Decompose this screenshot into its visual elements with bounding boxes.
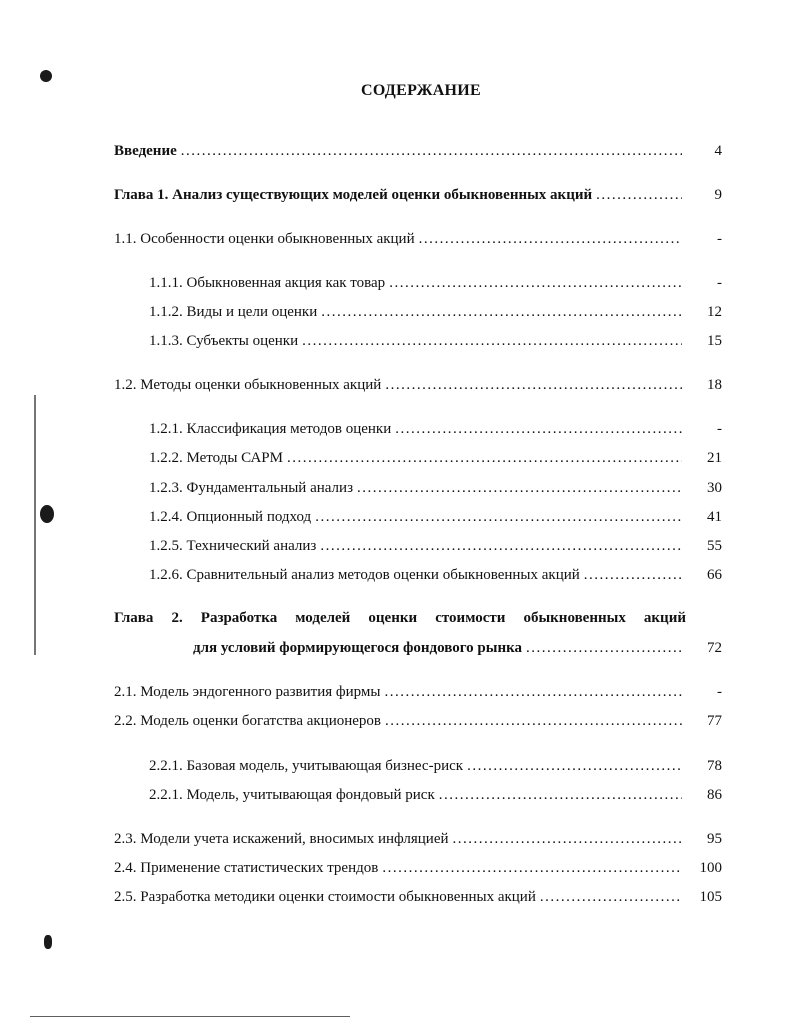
toc-leader-dots: [419, 231, 682, 248]
toc-leader-dots: [321, 304, 682, 321]
toc-entry[interactable]: [149, 333, 722, 355]
toc-entry[interactable]: [114, 713, 722, 735]
toc-page-number: 55: [707, 538, 722, 554]
toc-entry-title: 1.2. Методы оценки обыкновенных акций: [114, 377, 382, 393]
toc-entry-title: 2.5. Разработка методики оценки стоимости обыкновенных акций: [114, 889, 536, 905]
toc-page-number: -: [717, 275, 722, 291]
toc-entry[interactable]: [149, 567, 722, 589]
toc-entry-title: 2.2.1. Базовая модель, учитывающая бизнес-риск: [149, 758, 464, 774]
toc-entry[interactable]: [149, 304, 722, 326]
scan-artifact-edge-mark: [44, 935, 52, 949]
toc-entry-title: Глава 1. Анализ существующих моделей оценки обыкновенных акций: [114, 187, 593, 203]
toc-page-number: 86: [707, 787, 722, 803]
toc-leader-dots: [315, 509, 682, 526]
toc-page-number: 41: [707, 509, 722, 525]
toc-page-number: 18: [707, 377, 722, 393]
toc-entry-title: 1.2.2. Методы САРМ: [149, 450, 283, 466]
toc-page-number: 77: [707, 713, 722, 729]
toc-page-number: 9: [714, 187, 722, 203]
toc-entry[interactable]: [149, 509, 722, 531]
toc-leader-dots: [181, 143, 682, 160]
toc-entry[interactable]: [114, 889, 722, 911]
toc-entry-title: 2.2.1. Модель, учитывающая фондовый риск: [149, 787, 435, 803]
toc-page-number: -: [717, 684, 722, 700]
toc-entry-title: 1.1.1. Обыкновенная акция как товар: [149, 275, 386, 291]
toc-leader-dots: [357, 480, 682, 497]
toc-page-number: -: [717, 231, 722, 247]
toc-entry-title-line2: для условий формирующегося фондового рынка: [193, 640, 523, 656]
toc-leader-dots: [287, 450, 682, 467]
toc-page-number: 4: [714, 143, 722, 159]
toc-leader-dots: [453, 831, 682, 848]
scan-artifact-dot: [40, 70, 52, 82]
toc-page-number: 95: [707, 831, 722, 847]
toc-leader-dots: [395, 421, 682, 438]
toc-leader-dots: [526, 640, 682, 657]
toc-entry-title: 1.2.4. Опционный подход: [149, 509, 312, 525]
toc-leader-dots: [382, 860, 682, 877]
toc-entry[interactable]: [149, 275, 722, 297]
toc-entry-title: 2.3. Модели учета искажений, вносимых инфляцией: [114, 831, 449, 847]
toc-entry[interactable]: [114, 377, 722, 399]
toc-entry[interactable]: [149, 450, 722, 472]
toc-entry-title: 1.2.5. Технический анализ: [149, 538, 317, 554]
toc-entry-title: 1.2.6. Сравнительный анализ методов оценки обыкновенных акций: [149, 567, 580, 583]
toc-entry[interactable]: [149, 538, 722, 560]
toc-page-number: 21: [707, 450, 722, 466]
toc-entry-title: 1.1.2. Виды и цели оценки: [149, 304, 318, 320]
toc-entry-title-line1[interactable]: Глава 2. Разработка моделей оценки стоимости обыкновенных акций: [114, 610, 686, 626]
toc-entry[interactable]: [193, 640, 722, 662]
toc-entry-title: 2.4. Применение статистических трендов: [114, 860, 379, 876]
toc-entry[interactable]: [149, 421, 722, 443]
toc-entry[interactable]: [114, 684, 722, 706]
toc-entry[interactable]: [114, 187, 722, 209]
toc-entry[interactable]: [114, 860, 722, 882]
toc-leader-dots: [540, 889, 682, 906]
toc-entry-title: 2.1. Модель эндогенного развития фирмы: [114, 684, 381, 700]
toc-entry-title: 1.2.3. Фундаментальный анализ: [149, 480, 353, 496]
toc-leader-dots: [584, 567, 682, 584]
toc-leader-dots: [385, 377, 682, 394]
toc-page-number: 15: [707, 333, 722, 349]
toc-page-number: 66: [707, 567, 722, 583]
toc-entry-title: 2.2. Модель оценки богатства акционеров: [114, 713, 381, 729]
toc-page-number: 100: [699, 860, 722, 876]
scan-artifact-edge-line: [34, 395, 36, 655]
toc-page-number: 105: [699, 889, 722, 905]
toc-leader-dots: [389, 275, 682, 292]
toc-leader-dots: [320, 538, 682, 555]
toc-page-number: 12: [707, 304, 722, 320]
toc-leader-dots: [302, 333, 682, 350]
toc-entry-title: Введение: [114, 143, 177, 159]
scan-artifact-blot: [40, 505, 54, 523]
toc-leader-dots: [385, 713, 682, 730]
toc-entry[interactable]: [114, 143, 722, 165]
toc-entry-title: 1.1. Особенности оценки обыкновенных акций: [114, 231, 415, 247]
toc-entry-title: 1.1.3. Субъекты оценки: [149, 333, 299, 349]
toc-page-number: 30: [707, 480, 722, 496]
page-title: СОДЕРЖАНИЕ: [360, 82, 482, 99]
toc-entry-title: 1.2.1. Классификация методов оценки: [149, 421, 392, 437]
scan-artifact-bottom-line: [30, 1016, 350, 1017]
toc-page-number: 78: [707, 758, 722, 774]
toc-entry[interactable]: [149, 480, 722, 502]
toc-leader-dots: [467, 758, 682, 775]
toc-leader-dots: [596, 187, 682, 204]
toc-page-number: 72: [707, 640, 722, 656]
toc-entry[interactable]: [114, 831, 722, 853]
toc-page-number: -: [717, 421, 722, 437]
toc-entry[interactable]: [149, 758, 722, 780]
toc-entry[interactable]: [149, 787, 722, 809]
toc-leader-dots: [439, 787, 682, 804]
toc-leader-dots: [384, 684, 682, 701]
toc-entry[interactable]: [114, 231, 722, 253]
